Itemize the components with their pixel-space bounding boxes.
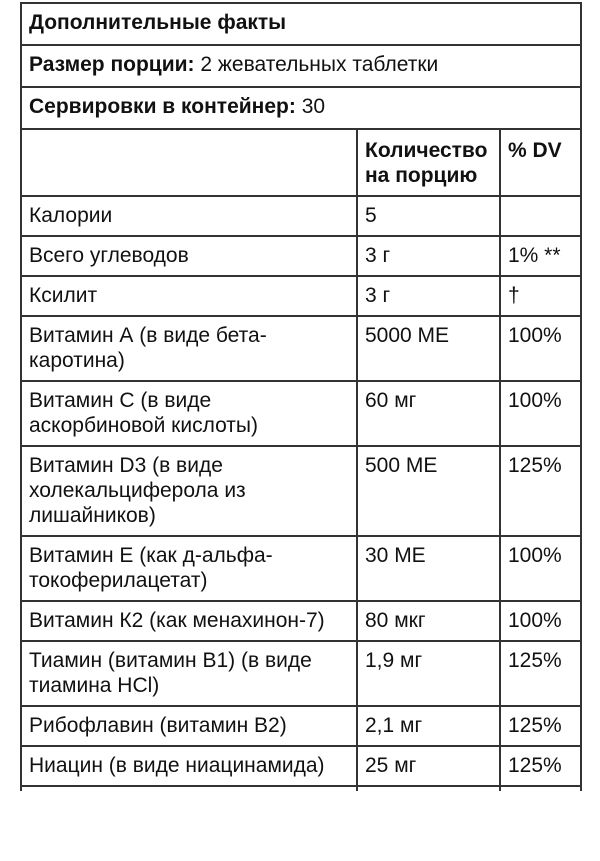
nutrient-dv: 100% [500,381,581,446]
table-row [21,536,581,601]
serving-size-label: Размер порции: [29,53,195,76]
table-row [21,276,581,316]
nutrient-amount: 5000 МЕ [357,316,500,381]
header-name [21,129,357,196]
table-row [21,316,581,381]
nutrient-dv: 100% [500,536,581,601]
table-title: Дополнительные факты [21,3,581,45]
column-header-row [21,129,581,196]
nutrient-name: Витамин Е (как д-альфа-токоферилацетат) [21,536,357,601]
partial-cell [21,786,357,791]
nutrient-name: Ксилит [21,276,357,316]
nutrient-amount: 5 [357,196,500,236]
nutrient-name: Калории [21,196,357,236]
nutrient-name: Тиамин (витамин В1) (в виде тиамина HCl) [21,641,357,706]
nutrient-dv: 1% ** [500,236,581,276]
header-dv: % DV [500,129,581,196]
nutrient-dv: 125% [500,746,581,786]
nutrient-amount: 2,1 мг [357,706,500,746]
nutrient-name: Витамин C (в виде аскорбиновой кислоты) [21,381,357,446]
nutrient-amount: 25 мг [357,746,500,786]
nutrient-amount: 80 мкг [357,601,500,641]
nutrient-amount: 3 г [357,276,500,316]
partial-cell [357,786,500,791]
table-row [21,706,581,746]
nutrient-name: Всего углеводов [21,236,357,276]
table-row [21,236,581,276]
serving-size-value: 2 жевательных таблетки [194,53,439,76]
table-row [21,381,581,446]
nutrient-dv: 125% [500,446,581,536]
servings-per-container-label: Сервировки в контейнер: [29,95,296,118]
nutrient-name: Ниацин (в виде ниацинамида) [21,746,357,786]
nutrient-name: Рибофлавин (витамин В2) [21,706,357,746]
supplement-facts-table [20,2,582,791]
table-row [21,641,581,706]
table-row [21,446,581,536]
nutrient-amount: 3 г [357,236,500,276]
title-row [21,3,581,45]
nutrient-name: Витамин А (в виде бета-каротина) [21,316,357,381]
nutrient-name: Витамин К2 (как менахинон-7) [21,601,357,641]
nutrient-amount: 30 МЕ [357,536,500,601]
table-row [21,196,581,236]
serving-size-row [21,45,581,87]
nutrient-dv: † [500,276,581,316]
nutrient-dv: 100% [500,316,581,381]
table-row [21,601,581,641]
nutrient-amount: 1,9 мг [357,641,500,706]
nutrient-dv [500,196,581,236]
nutrient-amount: 500 МЕ [357,446,500,536]
nutrient-amount: 60 мг [357,381,500,446]
supplement-facts-panel [20,2,580,791]
nutrient-dv: 125% [500,641,581,706]
partial-cell [500,786,581,791]
header-amount: Количество на порцию [357,129,500,196]
nutrient-dv: 100% [500,601,581,641]
nutrient-name: Витамин D3 (в виде холекальциферола из лишайников) [21,446,357,536]
nutrient-dv: 125% [500,706,581,746]
table-row-partial [21,786,581,791]
servings-per-container-row [21,87,581,129]
servings-per-container-value: 30 [295,95,326,118]
table-row [21,746,581,786]
